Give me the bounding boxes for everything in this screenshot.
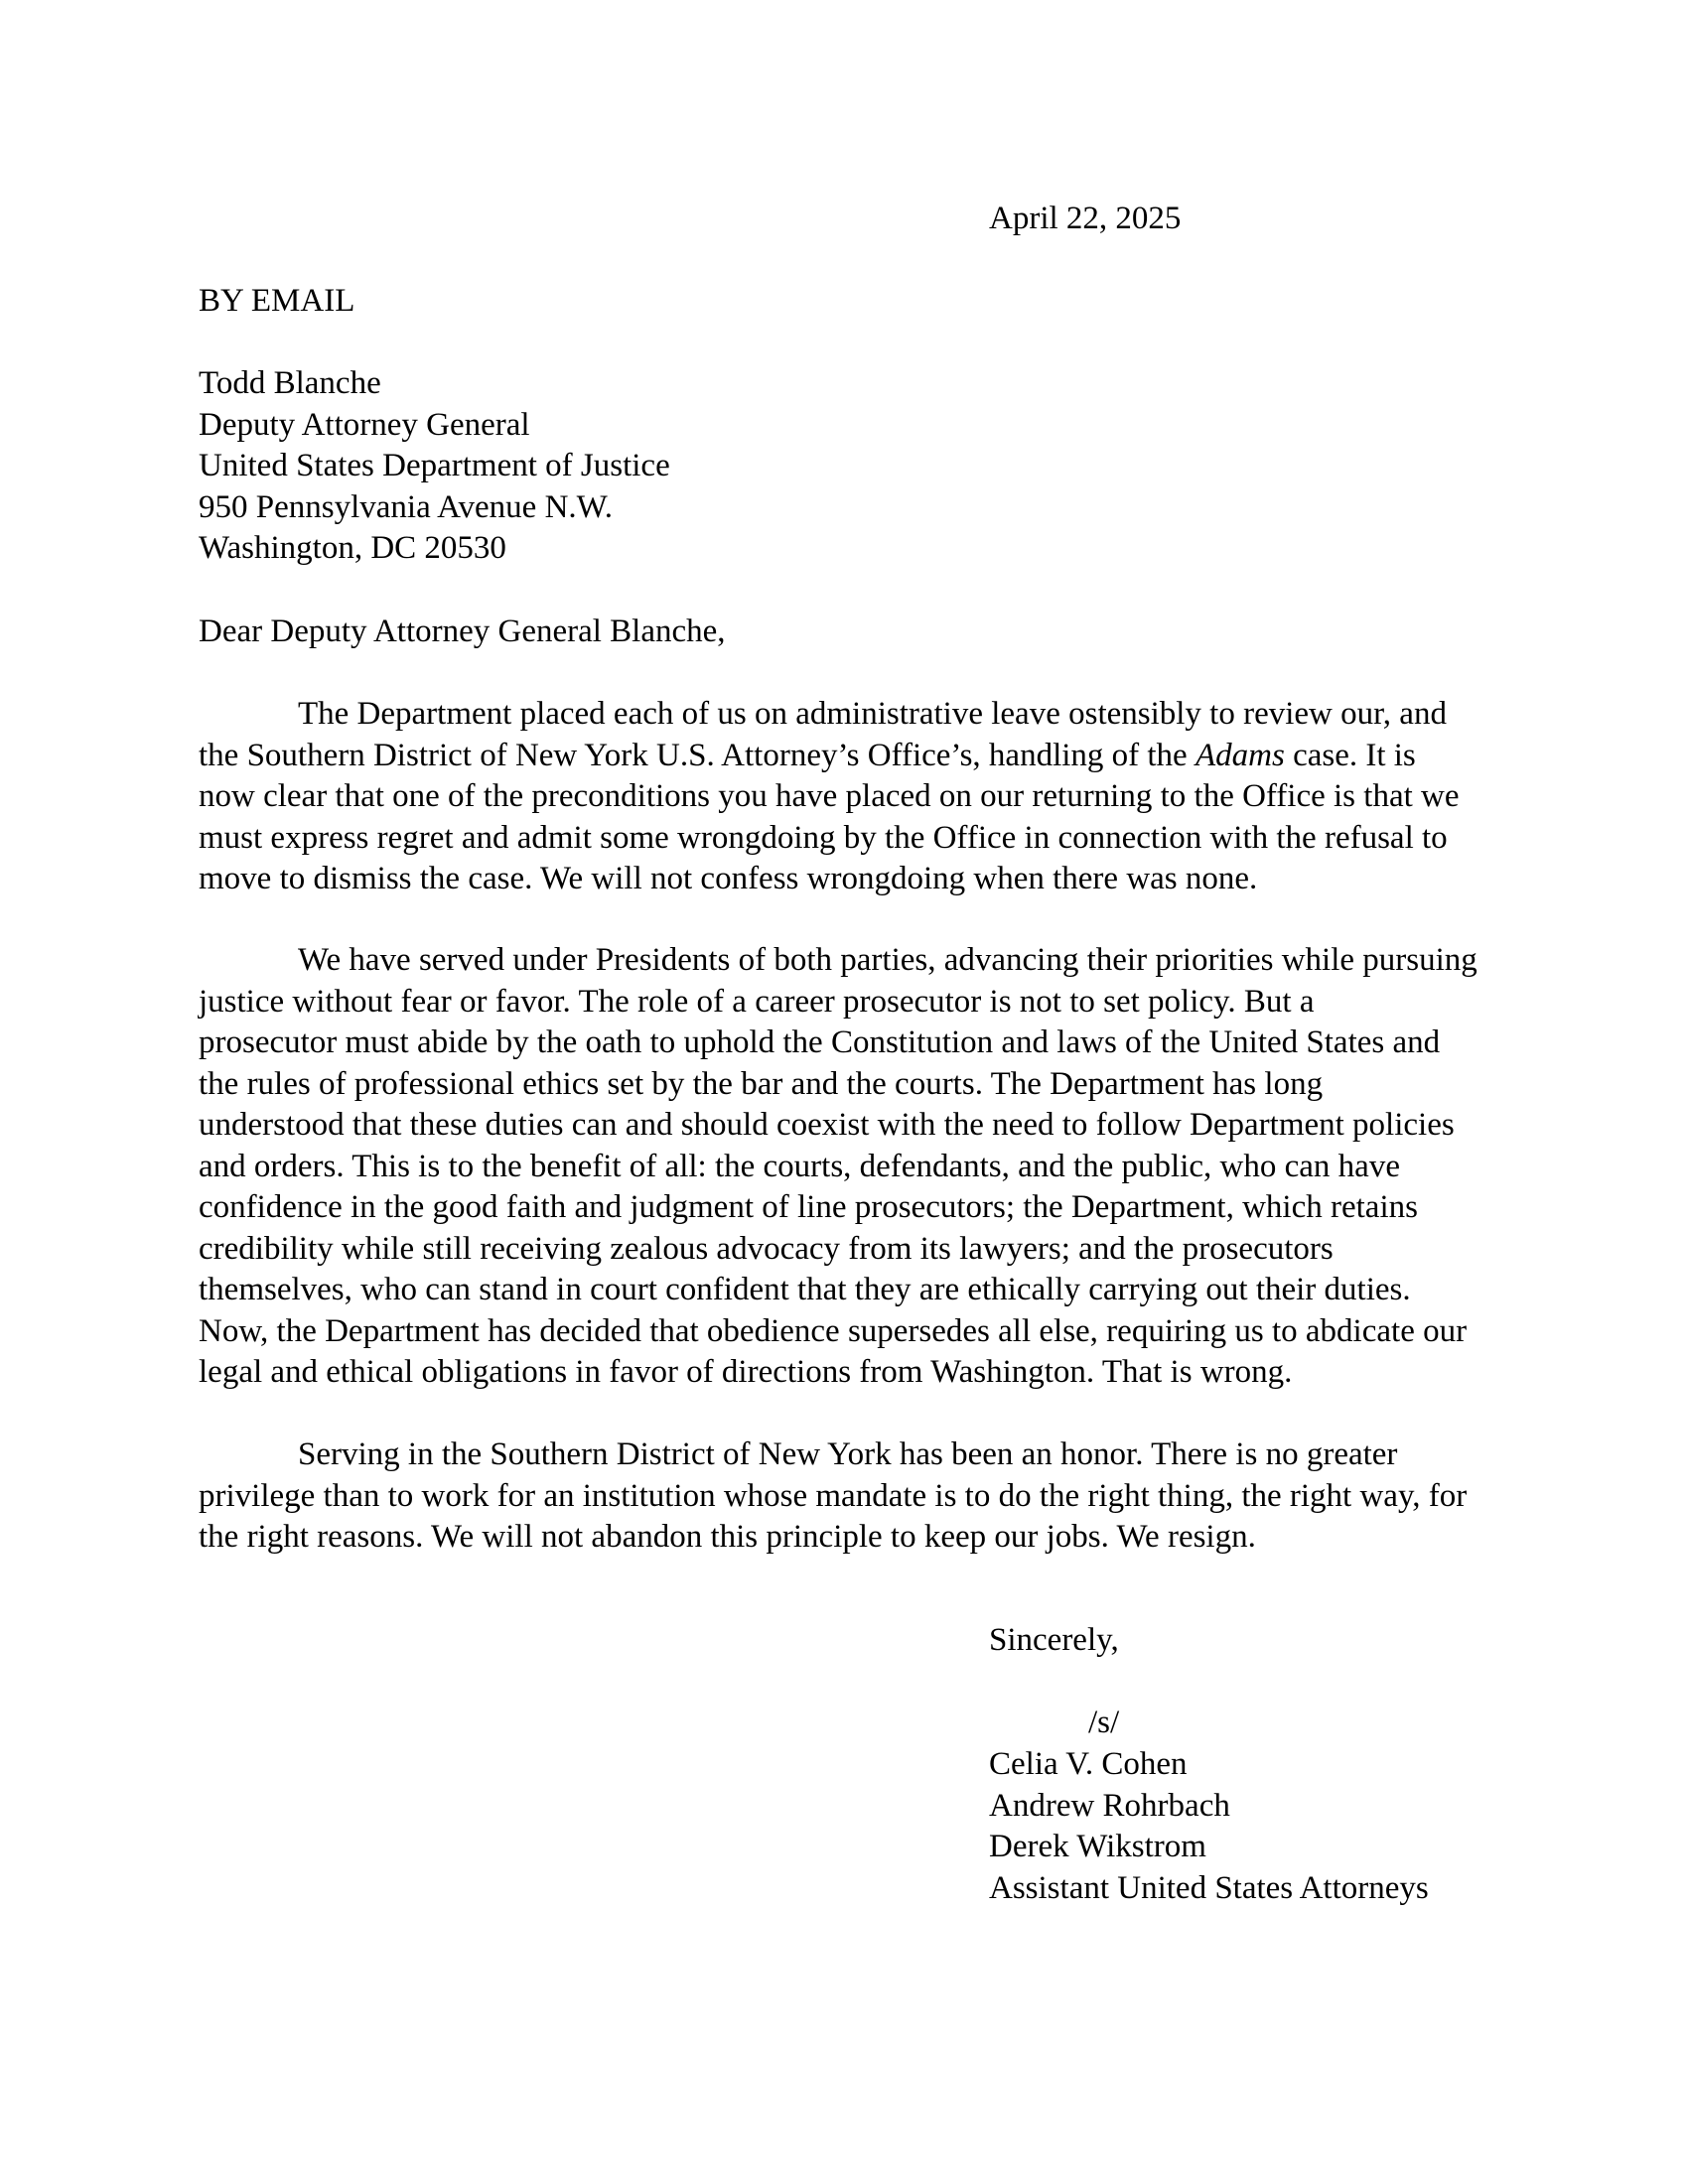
delivery-text: BY EMAIL <box>199 283 355 319</box>
addressee-street: 950 Pennsylvania Avenue N.W. <box>199 488 614 525</box>
paragraph-line: the rules of professional ethics set by the bar and the courts. The Department has long <box>199 1065 1324 1102</box>
closing <box>989 1620 1119 1662</box>
paragraph-line: prosecutor must abide by the oath to uphold the Constitution and laws of the United States and <box>199 1024 1441 1060</box>
date-text: April 22, 2025 <box>989 201 1182 236</box>
paragraph-line <box>199 736 1499 777</box>
paragraph-line: and orders. This is to the benefit of all: the courts, defendants, and the public, who can have <box>199 1148 1400 1184</box>
signature-mark <box>1088 1703 1119 1744</box>
signature-mark-text: /s/ <box>1088 1705 1120 1740</box>
paragraph-line: The Department placed each of us on administrative leave ostensibly to review our, and <box>298 696 1447 732</box>
paragraph-line: now clear that one of the preconditions you have placed on our returning to the Office is that we <box>199 778 1460 814</box>
case-name-italic: Adams <box>1195 737 1285 773</box>
salutation <box>199 612 726 653</box>
paragraph-line: confidence in the good faith and judgment of line prosecutors; the Department, which retains <box>199 1189 1418 1225</box>
paragraph-line: understood that these duties can and should coexist with the need to follow Department policies <box>199 1107 1455 1143</box>
letter-date <box>989 199 1181 240</box>
signatory-name: Andrew Rohrbach <box>989 1787 1230 1824</box>
addressee-name: Todd Blanche <box>199 365 381 401</box>
delivery-method <box>199 281 354 323</box>
paragraph-text: the Southern District of New York U.S. Attorney’s Office’s, handling of the <box>199 737 1196 773</box>
paragraph-line: privilege than to work for an institution whose mandate is to do the right thing, the right way, for <box>199 1477 1468 1514</box>
signatory-title: Assistant United States Attorneys <box>989 1869 1429 1906</box>
addressee-city: Washington, DC 20530 <box>199 530 506 566</box>
addressee-block <box>199 363 670 570</box>
closing-text: Sincerely, <box>989 1622 1119 1658</box>
salutation-text: Dear Deputy Attorney General Blanche, <box>199 614 726 649</box>
paragraph-line: themselves, who can stand in court confident that they are ethically carrying out their duties. <box>199 1272 1411 1307</box>
paragraph-text: case. It is <box>1284 737 1416 773</box>
signatory-name: Derek Wikstrom <box>989 1829 1206 1864</box>
paragraph-line: the right reasons. We will not abandon this principle to keep our jobs. We resign. <box>199 1519 1256 1555</box>
paragraph-line: Now, the Department has decided that obedience supersedes all else, requiring us to abdicate our <box>199 1312 1468 1349</box>
signatory-name: Celia V. Cohen <box>989 1746 1188 1782</box>
paragraph-line: We have served under Presidents of both parties, advancing their priorities while pursuing <box>298 942 1477 978</box>
paragraph-line: justice without fear or favor. The role of a career prosecutor is not to set policy. But a <box>199 983 1315 1020</box>
paragraph-line: must express regret and admit some wrongdoing by the Office in connection with the refusal to <box>199 819 1448 856</box>
addressee-title: Deputy Attorney General <box>199 406 530 443</box>
body-paragraph-2 <box>199 940 1499 1394</box>
paragraph-line: move to dismiss the case. We will not confess wrongdoing when there was none. <box>199 861 1258 896</box>
paragraph-line: credibility while still receiving zealous advocacy from its lawyers; and the prosecutors <box>199 1230 1334 1267</box>
body-paragraph-3 <box>199 1434 1499 1559</box>
addressee-organization: United States Department of Justice <box>199 448 670 483</box>
signatories-block <box>989 1744 1429 1909</box>
body-paragraph-1 <box>199 694 1499 900</box>
paragraph-line: legal and ethical obligations in favor of directions from Washington. That is wrong. <box>199 1354 1293 1390</box>
paragraph-line: Serving in the Southern District of New York has been an honor. There is no greater <box>298 1436 1398 1472</box>
